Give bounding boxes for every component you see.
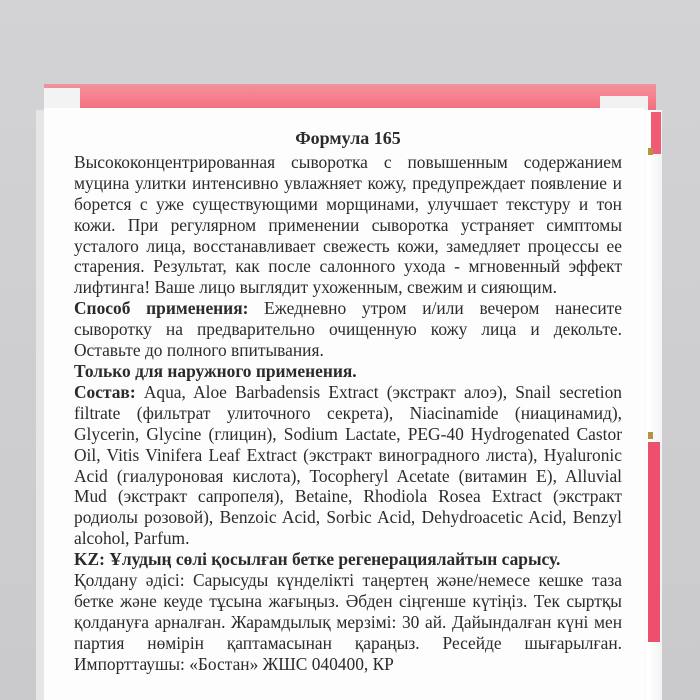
label-text-block (74, 128, 622, 675)
usage-label: Способ применения: (74, 298, 249, 319)
box-side-stripe-bottom (648, 442, 660, 642)
box-top-flap (44, 84, 656, 110)
box-flap-fold (44, 88, 80, 110)
crop-mark (648, 432, 653, 439)
kz-text: Қолдану әдісі: Сарысуды күнделікті таңертең және/немесе кешке таза бетке және кеуде тұсына жағыңыз. Әбден сіңгенше күтіңіз. Тек сыртқы қолдануға арналған. Жарамдылық мерзімі: 30 ай. Дайындалған күні мен партия нөмірін қаптамасынан қараңыз. Ресейде шығарылған. Импорттаушы: «Бостан» ЖШС 040400, КР (74, 570, 622, 674)
product-description: Высококонцентрированная сыворотка с повышенным содержанием муцина улитки интенсивно увлажняет кожу, предупреждает появление и борется с уже существующими морщинами, улучшает текстуру и тон кожи. При регулярном применении сыворотка устраняет симптомы усталого лица, восстанавливает свежесть кожи, замедляет процессы ее старения. Результат, как после салонного ухода - мгновенный эффект лифтинга! Ваше лицо выглядит ухоженным, свежим и сияющим. (74, 151, 622, 298)
composition-section (74, 382, 622, 549)
usage-text: Ежедневно утром и/или вечером нанесите сыворотку на предварительно очищенную кожу лица и декольте. Оставьте до полного впитывания. (74, 298, 622, 361)
usage-section (74, 298, 622, 361)
external-use-note: Только для наружного применения. (74, 360, 357, 381)
composition-text: Aqua, Aloe Barbadensis Extract (экстракт алоэ), Snail secretion filtrate (фильтрат улиточного секрета), Niacinamide (ниацинамид), Glycerin, Glycine (глицин), Sodium Lactate, PEG-40 Hydrogenated Castor Oil, Vitis Vinifera Leaf Extract (экстракт виноградного листа), Hyaluronic Acid (гиалуроновая кислота), Tocopheryl Acetate (витамин Е), Alluvial Mud (экстракт сапропеля), Betaine, Rhodiola Rosea Extract (экстракт родиолы розовой), Benzoic Acid, Sorbic Acid, Dehydroacetic Acid, Benzyl alcohol, Parfum. (74, 381, 622, 549)
crop-mark (648, 148, 653, 155)
composition-label: Состав: (74, 381, 136, 402)
product-title: Формула 165 (295, 128, 401, 148)
kz-heading: KZ: Ұлудың сөлі қосылған бетке регенерациялайтын сарысу. (74, 549, 561, 570)
